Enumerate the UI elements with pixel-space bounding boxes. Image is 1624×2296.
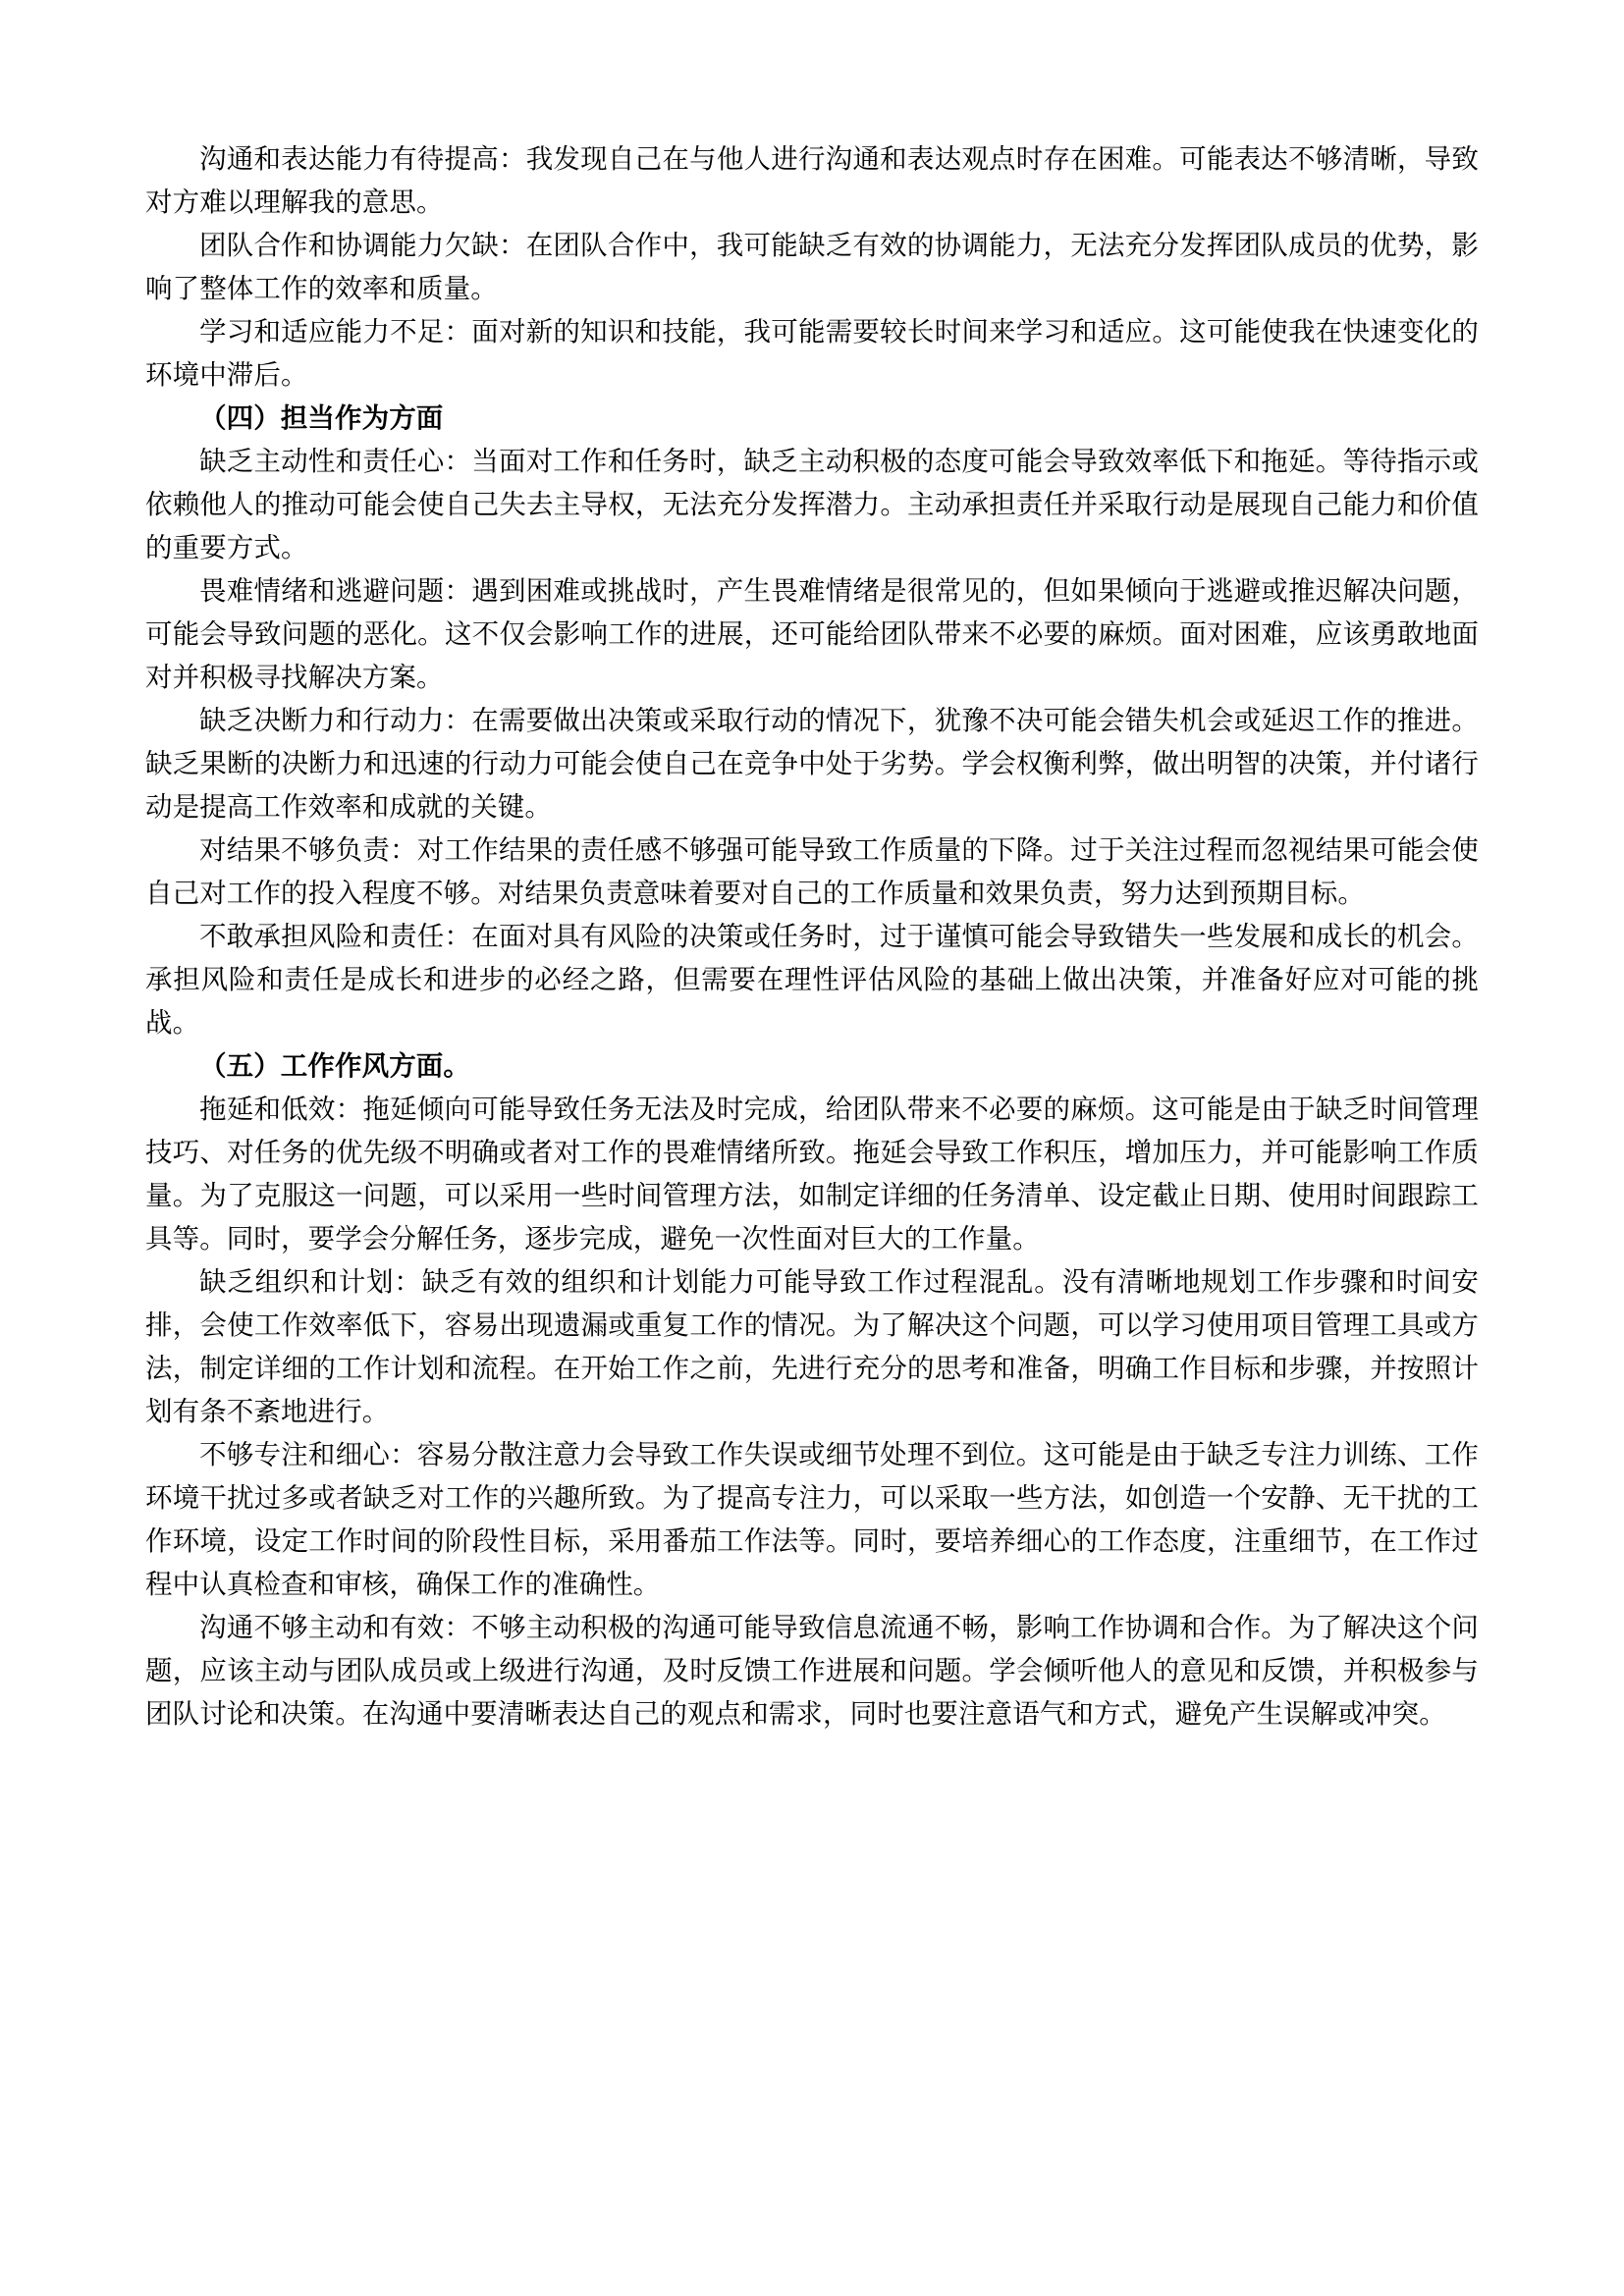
document-body (145, 137, 1479, 1735)
paragraph-communication-expression: 沟通和表达能力有待提高：我发现自己在与他人进行沟通和表达观点时存在困难。可能表达不够清晰，导致对方难以理解我的意思。 (145, 143, 1479, 218)
paragraph-communication-passive: 沟通不够主动和有效：不够主动积极的沟通可能导致信息流通不畅，影响工作协调和合作。为了解决这个问题，应该主动与团队成员或上级进行沟通，及时反馈工作进展和问题。学会倾听他人的意见和反馈，并积极参与团队讨论和决策。在沟通中要清晰表达自己的观点和需求，同时也要注意语气和方式，避免产生误解或冲突。 (145, 1612, 1479, 1730)
paragraph-lack-initiative: 缺乏主动性和责任心：当面对工作和任务时，缺乏主动积极的态度可能会导致效率低下和拖延。等待指示或依赖他人的推动可能会使自己失去主导权，无法充分发挥潜力。主动承担责任并采取行动是展现自己能力和价值的重要方式。 (145, 446, 1479, 563)
paragraph-learning-adaptation: 学习和适应能力不足：面对新的知识和技能，我可能需要较长时间来学习和适应。这可能使我在快速变化的环境中滞后。 (145, 316, 1479, 391)
heading-section-four: （四）担当作为方面 (199, 402, 444, 434)
paragraph-lack-decisiveness: 缺乏决断力和行动力：在需要做出决策或采取行动的情况下，犹豫不决可能会错失机会或延迟工作的推进。缺乏果断的决断力和迅速的行动力可能会使自己在竞争中处于劣势。学会权衡利弊，做出明智的决策，并付诸行动是提高工作效率和成就的关键。 (145, 705, 1479, 823)
paragraph-teamwork-coordination: 团队合作和协调能力欠缺：在团队合作中，我可能缺乏有效的协调能力，无法充分发挥团队成员的优势，影响了整体工作的效率和质量。 (145, 230, 1479, 304)
paragraph-fear-avoidance: 畏难情绪和逃避问题：遇到困难或挑战时，产生畏难情绪是很常见的，但如果倾向于逃避或推迟解决问题，可能会导致问题的恶化。这不仅会影响工作的进展，还可能给团队带来不必要的麻烦。面对困难，应该勇敢地面对并积极寻找解决方案。 (145, 575, 1479, 693)
paragraph-procrastination: 拖延和低效：拖延倾向可能导致任务无法及时完成，给团队带来不必要的麻烦。这可能是由于缺乏时间管理技巧、对任务的优先级不明确或者对工作的畏难情绪所致。拖延会导致工作积压，增加压力，并可能影响工作质量。为了克服这一问题，可以采用一些时间管理方法，如制定详细的任务清单、设定截止日期、使用时间跟踪工具等。同时，要学会分解任务，逐步完成，避免一次性面对巨大的工作量。 (145, 1094, 1479, 1255)
paragraph-not-responsible-results: 对结果不够负责：对工作结果的责任感不够强可能导致工作质量的下降。过于关注过程而忽视结果可能会使自己对工作的投入程度不够。对结果负责意味着要对自己的工作质量和效果负责，努力达到预期目标。 (145, 834, 1479, 909)
paragraph-lack-organization: 缺乏组织和计划：缺乏有效的组织和计划能力可能导致工作过程混乱。没有清晰地规划工作步骤和时间安排，会使工作效率低下，容易出现遗漏或重复工作的情况。为了解决这个问题，可以学习使用项目管理工具或方法，制定详细的工作计划和流程。在开始工作之前，先进行充分的思考和准备，明确工作目标和步骤，并按照计划有条不紊地进行。 (145, 1266, 1479, 1427)
heading-section-five: （五）工作作风方面。 (199, 1050, 470, 1082)
paragraph-lack-focus: 不够专注和细心：容易分散注意力会导致工作失误或细节处理不到位。这可能是由于缺乏专注力训练、工作环境干扰过多或者缺乏对工作的兴趣所致。为了提高专注力，可以采取一些方法，如创造一个安静、无干扰的工作环境，设定工作时间的阶段性目标，采用番茄工作法等。同时，要培养细心的工作态度，注重细节，在工作过程中认真检查和审核，确保工作的准确性。 (145, 1439, 1479, 1600)
paragraph-avoid-risk: 不敢承担风险和责任：在面对具有风险的决策或任务时，过于谨慎可能会导致错失一些发展和成长的机会。承担风险和责任是成长和进步的必经之路，但需要在理性评估风险的基础上做出决策，并准备好应对可能的挑战。 (145, 921, 1479, 1039)
